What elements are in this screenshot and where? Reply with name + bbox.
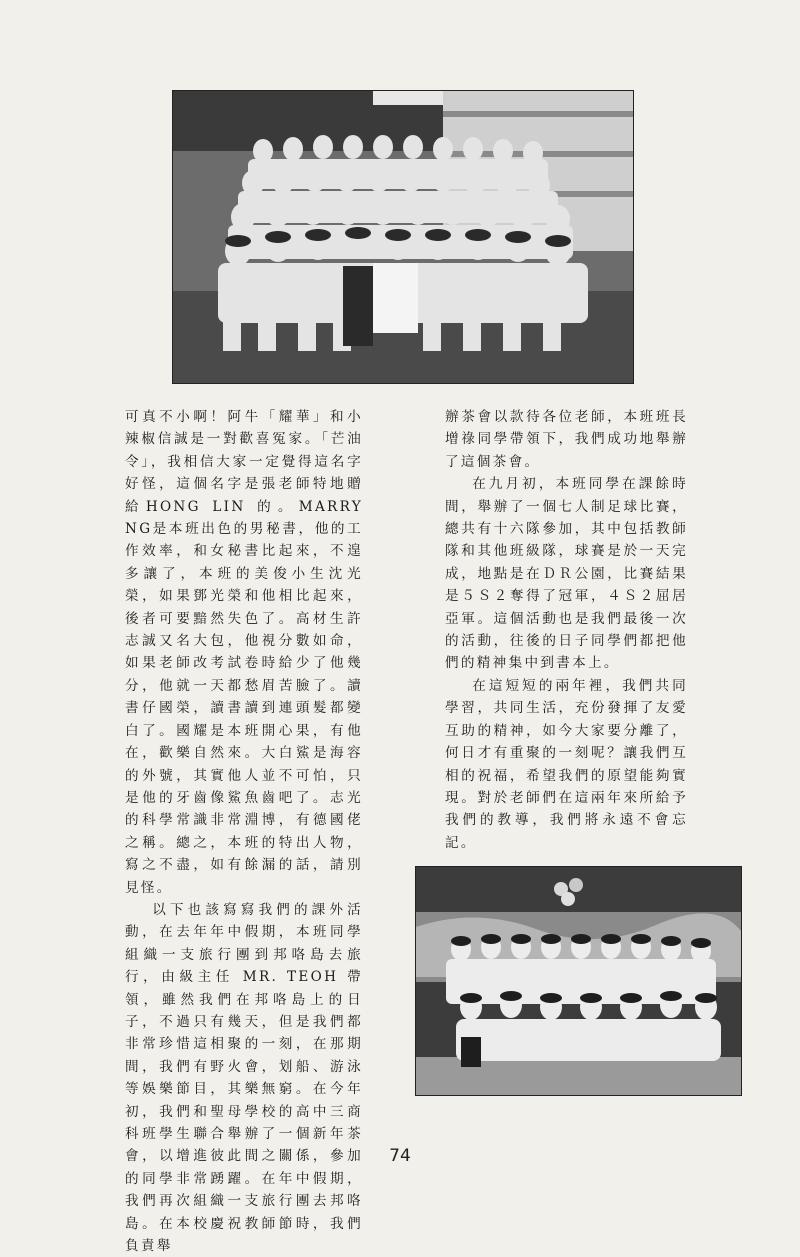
right-paragraph-1: 辦茶會以款待各位老師，本班班長增祿同學帶領下，我們成功地舉辦了這個茶會。	[445, 409, 688, 470]
right-paragraph-2: 在九月初，本班同學在課餘時間，舉辦了一個七人制足球比賽，總共有十六隊參加，其中包括教師隊和其他班級隊，球賽是於一天完成，地點是在ＤＲ公園，比賽結果是５Ｓ２奪得了冠軍，４Ｓ２屈居亞軍。這個活動也是我們最後一次的活動，往後的日子同學們都把他們的精神集中到書本上。	[445, 476, 688, 672]
right-paragraph-3: 在這短短的兩年裡，我們共同學習，共同生活，充份發揮了友愛互助的精神，如今大家要分離了，何日才有重聚的一刻呢？讓我們互相的祝福，希望我們的原望能夠實現。對於老師們在這兩年來所給予我們的教導，我們將永遠不會忘記。	[445, 677, 688, 851]
class-group-photo-image	[173, 91, 633, 383]
page-number: 74	[389, 1146, 411, 1166]
event-group-photo-image	[416, 867, 741, 1095]
event-group-photo	[415, 866, 742, 1096]
class-group-photo	[172, 90, 634, 384]
left-paragraph-1: 可真不小啊！阿牛「耀華」和小辣椒信誠是一對歡喜冤家。「芒油令」，我相信大家一定覺得這名字好怪，這個名字是張老師特地贈給HONG LIN 的。MARRY NG是本班出色的男秘書，他的工作效率，和女秘書比起來，不遑多讓了，本班的美俊小生沈光榮，如果鄧光榮和他相比起來，後者可要黯然失色了。高材生許志誠又名大包，他視分數如命，如果老師改考試卷時給少了他幾分，他就一天都愁眉苦臉了。讀書仔國榮，讀書讀到連頭髮都變白了。國耀是本班開心果，有他在，歡樂自然來。大白鯊是海容的外號，其實他人並不可怕，只是他的牙齒像鯊魚齒吧了。志光的科學常識非常淵博，有德國佬之稱。總之，本班的特出人物，寫之不盡，如有餘漏的話，請別見怪。	[125, 409, 363, 896]
left-text-column	[125, 406, 363, 1257]
left-paragraph-2: 以下也該寫寫我們的課外活動，在去年年中假期，本班同學組織一支旅行團到邦咯島去旅行，由級主任 MR. TEOH 帶領，雖然我們在邦咯島上的日子，不過只有幾天，但是我們都非常珍惜這相聚的一刻，在那期間，我們有野火會，划船、游泳等娛樂節目，其樂無窮。在今年初，我們和聖母學校的高中三商科班學生聯合舉辦了一個新年茶會，以增進彼此間之關係，參加的同學非常踴躍。在年中假期，我們再次組織一支旅行團去邦咯島。在本校慶祝教師節時，我們負責舉	[125, 901, 363, 1255]
right-text-column	[445, 406, 688, 854]
